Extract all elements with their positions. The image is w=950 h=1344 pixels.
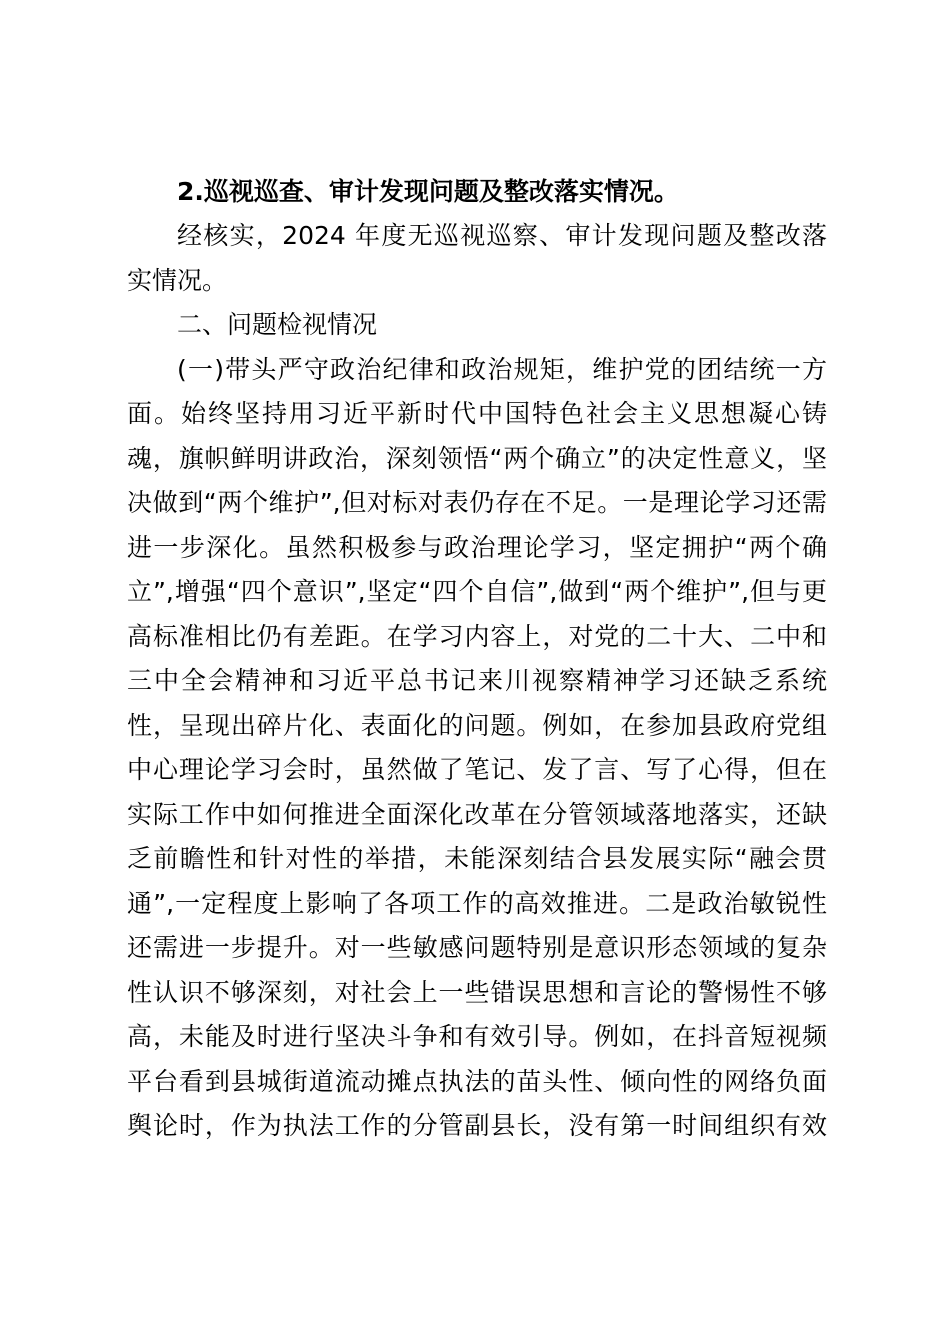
paragraph-line: 三中全会精神和习近平总书记来川视察精神学习还缺乏系统 xyxy=(127,666,827,695)
paragraph-line: 实际工作中如何推进全面深化改革在分管领域落地落实，还缺 xyxy=(127,800,827,829)
paragraph-line: 高，未能及时进行坚决斗争和有效引导。例如，在抖音短视频 xyxy=(127,1022,827,1051)
section-heading-inspection: 2.巡视巡查、审计发现问题及整改落实情况。 xyxy=(177,177,679,206)
paragraph-line: 魂，旗帜鲜明讲政治，深刻领悟“两个确立”的决定性意义，坚 xyxy=(127,444,827,473)
paragraph-line: 性认识不够深刻，对社会上一些错误思想和言论的警惕性不够 xyxy=(127,978,827,1007)
paragraph-line: 面。始终坚持用习近平新时代中国特色社会主义思想凝心铸 xyxy=(127,399,827,428)
paragraph-line: 乏前瞻性和针对性的举措，未能深刻结合县发展实际“融会贯 xyxy=(127,844,827,873)
paragraph-line: 平台看到县城街道流动摊点执法的苗头性、倾向性的网络负面 xyxy=(127,1067,827,1096)
paragraph-line: 舆论时，作为执法工作的分管副县长，没有第一时间组织有效 xyxy=(127,1111,827,1140)
paragraph-line: (一)带头严守政治纪律和政治规矩，维护党的团结统一方 xyxy=(177,355,827,384)
paragraph-line: 进一步深化。虽然积极参与政治理论学习，坚定拥护“两个确 xyxy=(127,533,827,562)
paragraph-line: 经核实，2024 年度无巡视巡察、审计发现问题及整改落 xyxy=(177,221,827,250)
paragraph-line: 中心理论学习会时，虽然做了笔记、发了言、写了心得，但在 xyxy=(127,755,827,784)
paragraph-line: 高标准相比仍有差距。在学习内容上，对党的二十大、二中和 xyxy=(127,622,827,651)
paragraph-line: 还需进一步提升。对一些敏感问题特别是意识形态领域的复杂 xyxy=(127,933,827,962)
paragraph-line: 立”,增强“四个意识”,坚定“四个自信”,做到“两个维护”,但与更 xyxy=(127,577,827,606)
section-heading-problems: 二、问题检视情况 xyxy=(177,310,378,339)
paragraph-line: 性，呈现出碎片化、表面化的问题。例如，在参加县政府党组 xyxy=(127,711,827,740)
paragraph-line: 通”,一定程度上影响了各项工作的高效推进。二是政治敏锐性 xyxy=(127,889,827,918)
paragraph-line: 决做到“两个维护”,但对标对表仍存在不足。一是理论学习还需 xyxy=(127,488,827,517)
paragraph-line: 实情况。 xyxy=(127,266,228,295)
